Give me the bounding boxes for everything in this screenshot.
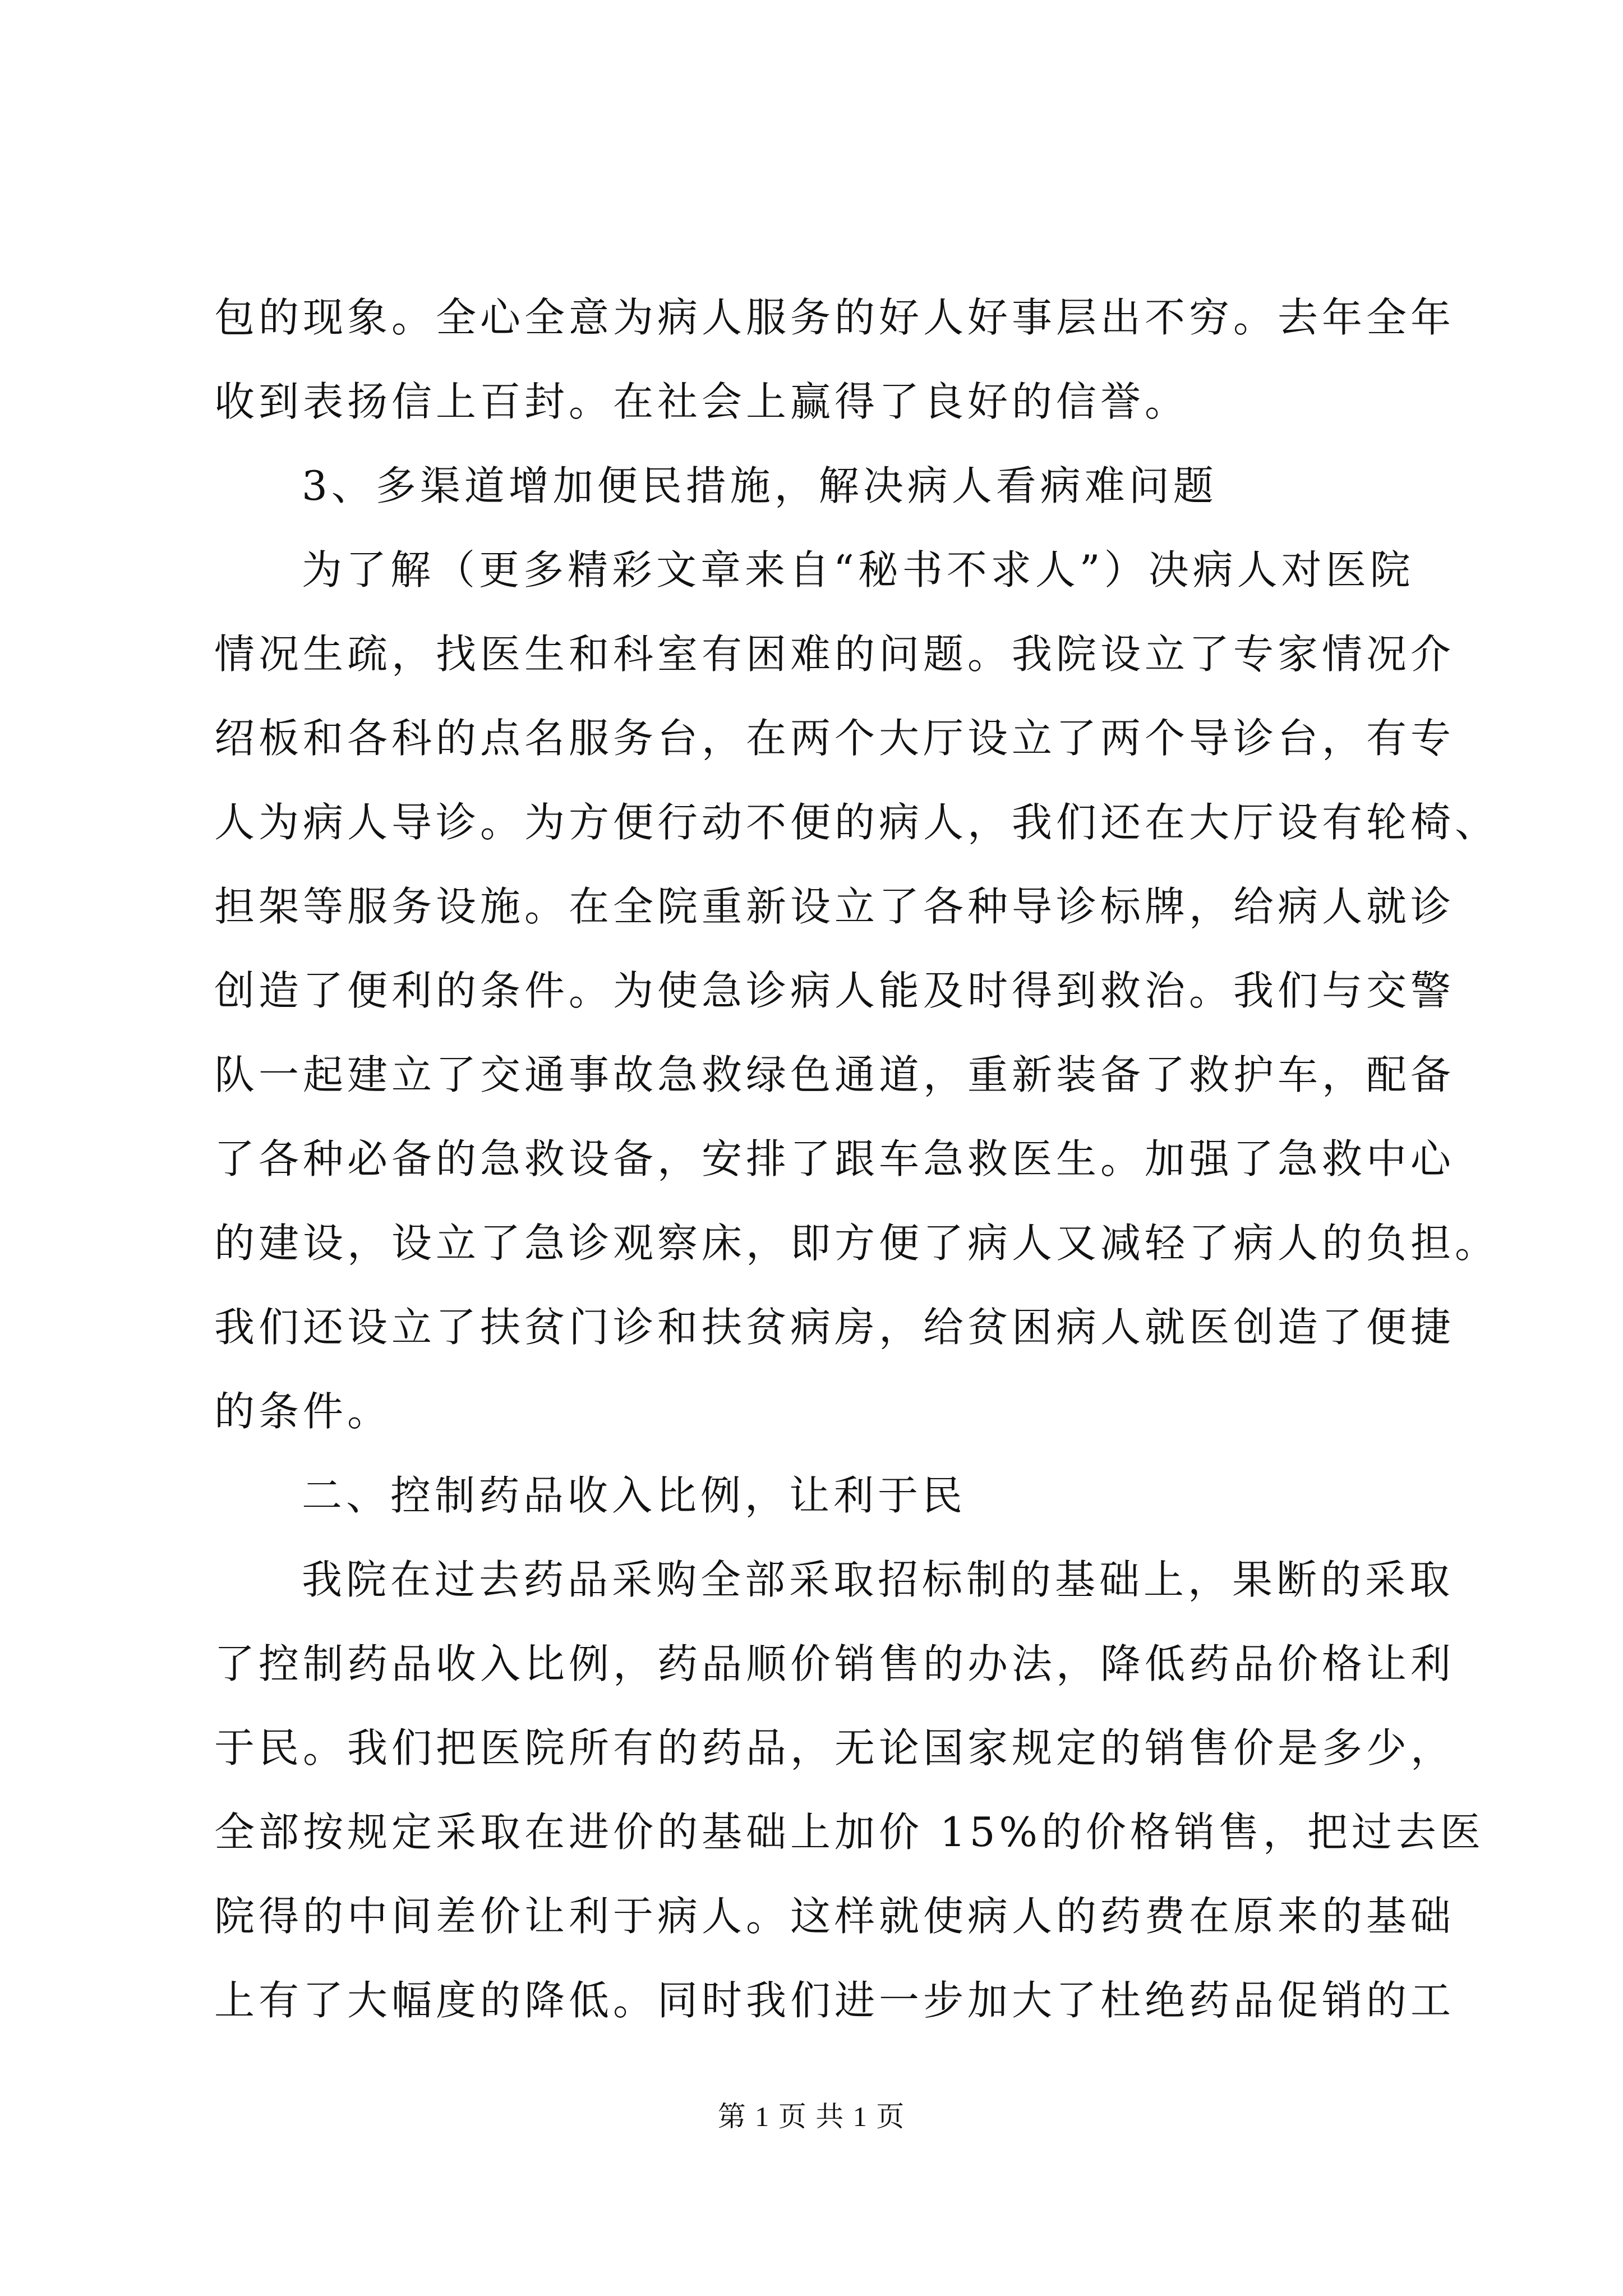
text-line: 情况生疏，找医生和科室有困难的问题。我院设立了专家情况介 (214, 631, 1455, 678)
section-heading: 二、控制药品收入比例，让利于民 (302, 1472, 967, 1519)
text-line: 担架等服务设施。在全院重新设立了各种导诊标牌，给病人就诊 (214, 883, 1455, 930)
text-line: 绍板和各科的点名服务台，在两个大厅设立了两个导诊台，有专 (214, 715, 1455, 762)
text-line: 全部按规定采取在进价的基础上加价 15%的价格销售，把过去医 (214, 1809, 1484, 1856)
text-line: 收到表扬信上百封。在社会上赢得了良好的信誉。 (214, 378, 1189, 425)
text-line: 了各种必备的急救设备，安排了跟车急救医生。加强了急救中心 (214, 1135, 1455, 1182)
text-line: 上有了大幅度的降低。同时我们进一步加大了杜绝药品促销的工 (214, 1977, 1455, 2024)
text-line: 我院在过去药品采购全部采取招标制的基础上，果断的采取 (302, 1556, 1454, 1603)
text-line: 我们还设立了扶贫门诊和扶贫病房，给贫困病人就医创造了便捷 (214, 1304, 1455, 1351)
text-line: 包的现象。全心全意为病人服务的好人好事层出不穷。去年全年 (214, 294, 1455, 341)
section-heading: 3、多渠道增加便民措施，解决病人看病难问题 (302, 462, 1218, 509)
text-line: 人为病人导诊。为方便行动不便的病人，我们还在大厅设有轮椅、 (214, 799, 1500, 846)
text-line: 队一起建立了交通事故急救绿色通道，重新装备了救护车，配备 (214, 1051, 1455, 1098)
text-line: 为了解（更多精彩文章来自“秘书不求人”）决病人对医院 (302, 546, 1414, 593)
text-line: 的建设，设立了急诊观察床，即方便了病人又减轻了病人的负担。 (214, 1220, 1500, 1267)
text-line: 了控制药品收入比例，药品顺价销售的办法，降低药品价格让利 (214, 1640, 1455, 1687)
text-line: 院得的中间差价让利于病人。这样就使病人的药费在原来的基础 (214, 1893, 1455, 1940)
text-line: 的条件。 (214, 1388, 392, 1435)
text-line: 创造了便利的条件。为使急诊病人能及时得到救治。我们与交警 (214, 967, 1455, 1014)
page-number-footer: 第 1 页 共 1 页 (717, 2101, 906, 2132)
text-line: 于民。我们把医院所有的药品，无论国家规定的销售价是多少， (214, 1724, 1455, 1772)
